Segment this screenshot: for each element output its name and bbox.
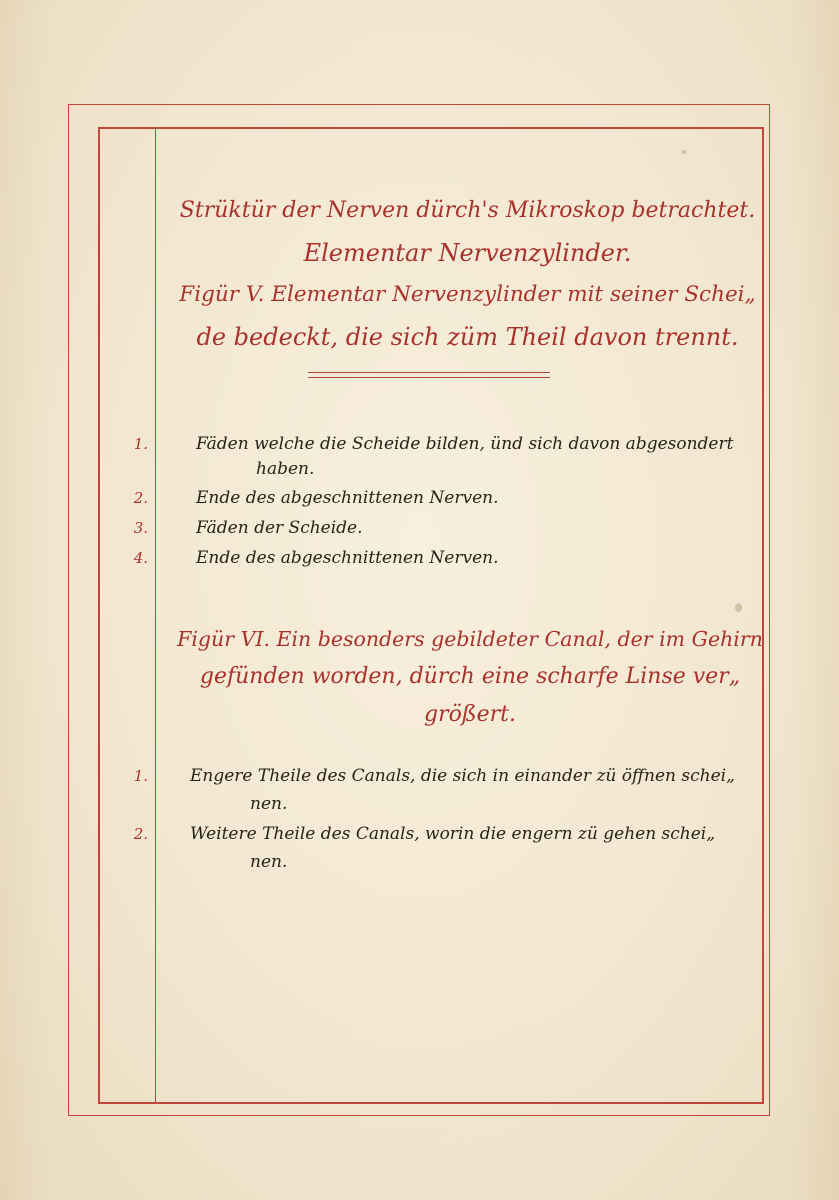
legend-number: 4.: [133, 549, 148, 567]
heading-line-2: Elementar Nervenzylinder.: [303, 239, 632, 267]
heading-line-1: Strüktür der Nerven dürch's Mikroskop betrachtet.: [179, 198, 756, 223]
figure-6-heading-line-3: größert.: [424, 702, 516, 727]
figure-6-heading: [175, 620, 765, 734]
page-heading: [175, 190, 760, 358]
legend-item: Weitere Theile des Canals, worin die engern zü gehen schei„: [190, 824, 716, 844]
heading-line-4: de bedeckt, die sich züm Theil davon trennt.: [196, 323, 739, 351]
legend-item-continuation: nen.: [250, 852, 288, 872]
legend-item: Engere Theile des Canals, die sich in einander zü öffnen schei„: [190, 766, 735, 786]
figure-6-heading-line-1: Figür VI. Ein besonders gebildeter Canal, der im Gehirn: [177, 627, 763, 651]
legend-item: Ende des abgeschnittenen Nerven.: [196, 548, 499, 568]
legend-item: Fäden der Scheide.: [196, 518, 363, 538]
legend-number: 1.: [133, 767, 148, 785]
legend-item: Fäden welche die Scheide bilden, ünd sich davon abgesondert: [196, 434, 734, 454]
legend-item-continuation: haben.: [256, 459, 315, 479]
legend-number: 2.: [133, 825, 148, 843]
legend-number: 2.: [133, 489, 148, 507]
legend-number: 1.: [133, 435, 148, 453]
figure-6-heading-line-2: gefünden worden, dürch eine scharfe Linse ver„: [199, 664, 741, 689]
heading-line-3: Figür V. Elementar Nervenzylinder mit seiner Schei„: [179, 282, 756, 307]
heading-underline: [308, 372, 550, 373]
margin-rule: [155, 127, 156, 1102]
legend-item: Ende des abgeschnittenen Nerven.: [196, 488, 499, 508]
heading-underline: [308, 377, 550, 378]
legend-item-continuation: nen.: [250, 794, 288, 814]
legend-number: 3.: [133, 519, 148, 537]
